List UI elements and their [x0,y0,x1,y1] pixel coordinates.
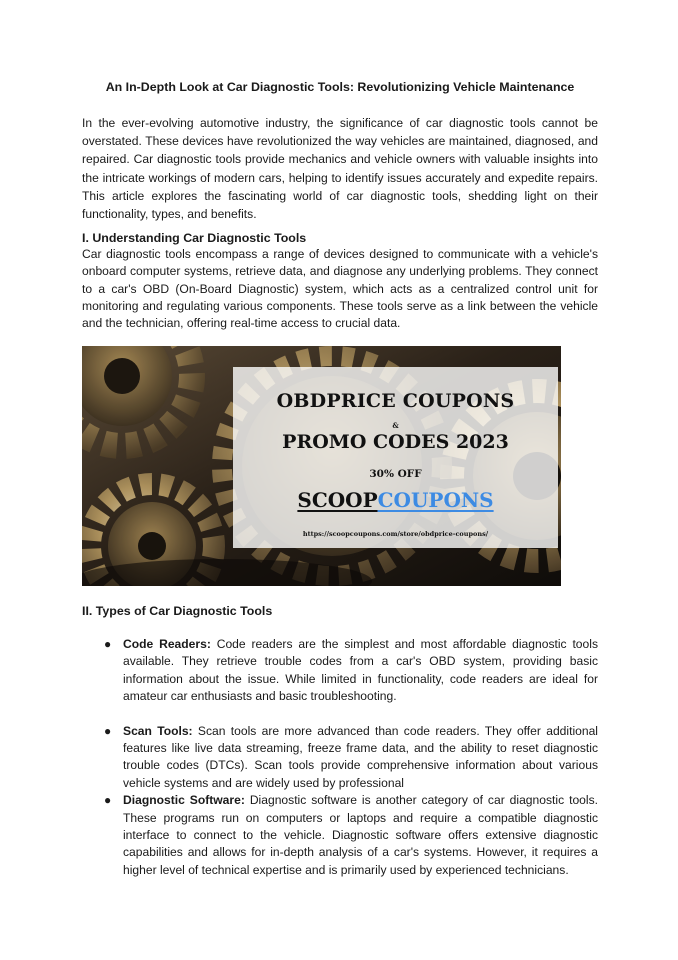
promo-banner-image [82,346,561,586]
section-1-body: Car diagnostic tools encompass a range of devices designed to communicate with a vehicle's onboard computer systems, retrieve data, and diagnose any underlying problems. They connect to a car's OBD (On-Board Diagnostic) system, which acts as a centralized control unit for monitoring and regulating various components. These tools serve as a link between the vehicle and the technician, offering real-time access to crucial data. [82,247,598,331]
promo-subheadline: PROMO CODES 2023 [282,431,509,453]
intro-paragraph: In the ever-evolving automotive industry, the significance of car diagnostic tools cannot be overstated. These devices have revolutionized the way vehicles are maintained, diagnosed, and repaired. Car diagnostic tools provide mechanics and vehicle owners with valuable insights into the intricate workings of modern cars, helping to identify issues accurately and expedite repairs. This article explores the fascinating world of car diagnostic tools, shedding light on their functionality, types, and benefits. [82,116,598,222]
list-item-text: Code readers are the simplest and most affordable diagnostic tools available. They retrieve trouble codes from a car's OBD system, providing basic information about the issue. While limited in functionality, code readers are ideal for amateur car enthusiasts and basic troubleshooting. [123,637,598,704]
promo-brand-logo [233,488,558,512]
brand-part-1: SCOOP [297,488,378,512]
list-item-code-readers [104,636,598,706]
bullet-icon: ● [104,637,112,651]
promo-headline: OBDPRICE COUPONS [276,390,515,412]
list-item-term: Diagnostic Software: [123,793,245,808]
bullet-icon: ● [104,723,112,738]
article-title: An In-Depth Look at Car Diagnostic Tools: Revolutionizing Vehicle Maintenance [105,80,575,94]
section-2-heading: II. Types of Car Diagnostic Tools [82,604,273,618]
section-1-heading: I. Understanding Car Diagnostic Tools [82,231,307,245]
promo-discount: 30% OFF [369,468,422,480]
list-item-term: Scan Tools: [123,723,193,738]
promo-ampersand: & [392,421,399,430]
diagnostic-tool-types-list [104,636,598,879]
promo-card [233,367,558,548]
list-item-text: Diagnostic software is another category of car diagnostic tools. These programs run on computers or laptops and require a compatible diagnostic interface to connect to the vehicle. Diagnostic software offers extensive diagnostic capabilities and allows for in-depth analysis of a car's systems. However, it requires a higher level of technical expertise and is primarily used by experienced technicians. [123,793,598,877]
promo-url: https://scoopcoupons.com/store/obdprice-coupons/ [302,530,489,538]
list-item-term: Code Readers: [123,637,211,651]
list-item-scan-tools [104,723,598,793]
bullet-icon: ● [104,793,112,808]
list-item-text: Scan tools are more advanced than code readers. They offer additional features like live data streaming, freeze frame data, and the ability to reset diagnostic trouble codes (DTCs). Scan tools provide comprehensive information about various vehicle systems and are widely used by professional [123,723,598,790]
list-item-diagnostic-software [104,792,598,879]
brand-part-2: COUPONS [377,488,494,512]
